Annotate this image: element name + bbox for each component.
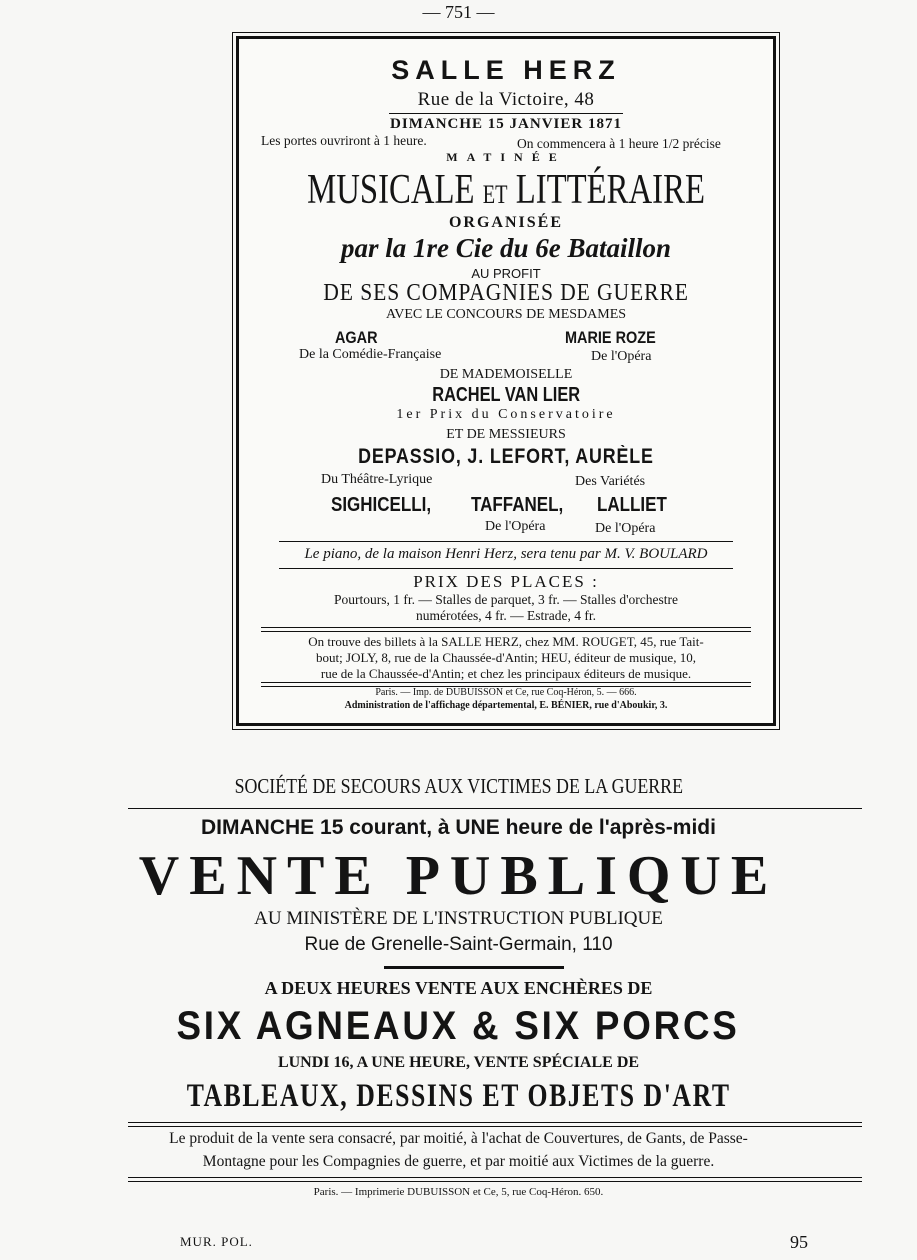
notice-animals-wrap bbox=[0, 1004, 917, 1049]
notice-society-wrap bbox=[0, 774, 917, 799]
poster-avec: AVEC LE CONCOURS DE MESDAMES bbox=[385, 307, 627, 322]
title-et: ET bbox=[482, 180, 508, 209]
performer-rachel-wrap bbox=[239, 384, 773, 407]
poster-imprint-1: Paris. — Imp. de DUBUISSON et Ce, rue Coq-Héron, 5. — 666. bbox=[375, 687, 637, 698]
title-litteraire: LITTÉRAIRE bbox=[515, 167, 705, 213]
poster-tickets-3: rue de la Chaussée-d'Antin; et chez les principaux éditeurs de musique. bbox=[320, 666, 692, 681]
men-row2-a: SIGHICELLI, bbox=[331, 494, 432, 516]
performer-agar-affil: De la Comédie-Française bbox=[299, 347, 442, 362]
vente-publique-notice bbox=[0, 760, 917, 1210]
poster-venue: SALLE HERZ bbox=[391, 55, 621, 85]
poster-tickets-2: bout; JOLY, 8, rue de la Chaussée-d'Antin; HEU, éditeur de musique, 10, bbox=[316, 650, 696, 665]
poster-beneficiary: DE SES COMPAGNIES DE GUERRE bbox=[323, 280, 689, 306]
performer-agar: AGAR bbox=[335, 328, 378, 347]
performer-marie-roze: MARIE ROZE bbox=[565, 328, 656, 347]
notice-headline: VENTE PUBLIQUE bbox=[138, 845, 779, 907]
poster-matinee: MATINÉE bbox=[446, 150, 566, 164]
men-row2-affil-c: De l'Opéra bbox=[595, 521, 656, 536]
performer-rachel-affil: 1er Prix du Conservatoire bbox=[396, 407, 616, 422]
poster-organisee: ORGANISÉE bbox=[448, 214, 564, 231]
notice-produit-1: Le produit de la vente sera consacré, par moitié, à l'achat de Couvertures, de Gants, de Passe- bbox=[169, 1130, 748, 1147]
men-row1-affil-a: Du Théâtre-Lyrique bbox=[321, 472, 433, 487]
men-row1-affil-b: Des Variétés bbox=[575, 474, 646, 489]
poster-main-title bbox=[239, 166, 773, 214]
notice-deux-heures: A DEUX HEURES VENTE AUX ENCHÈRES DE bbox=[264, 978, 653, 998]
notice-lundi: LUNDI 16, A UNE HEURE, VENTE SPÉCIALE DE bbox=[277, 1054, 640, 1071]
notice-place: AU MINISTÈRE DE L'INSTRUCTION PUBLIQUE bbox=[254, 908, 663, 929]
men-row2-affil-b: De l'Opéra bbox=[485, 519, 546, 534]
notice-headline-wrap bbox=[0, 844, 917, 908]
poster-prix-line2: numérotées, 4 fr. — Estrade, 4 fr. bbox=[416, 608, 596, 623]
page-number-bottom: 95 bbox=[790, 1232, 808, 1252]
notice-produit-2: Montagne pour les Compagnies de guerre, et par moitié aux Victimes de la guerre. bbox=[202, 1153, 715, 1170]
poster-organizer: par la 1re Cie du 6e Bataillon bbox=[340, 233, 672, 263]
poster-address: Rue de la Victoire, 48 bbox=[417, 89, 595, 110]
divider bbox=[384, 966, 564, 969]
divider bbox=[261, 627, 751, 632]
notice-when: DIMANCHE 15 courant, à UNE heure de l'après-midi bbox=[201, 816, 716, 839]
men-row2-c: LALLIET bbox=[597, 494, 667, 516]
poster-start: On commencera à 1 heure 1/2 précise bbox=[517, 136, 721, 151]
poster-piano: Le piano, de la maison Henri Herz, sera tenu par M. V. BOULARD bbox=[304, 546, 708, 562]
divider bbox=[128, 808, 862, 809]
poster-beneficiary-wrap bbox=[239, 280, 773, 307]
notice-art: TABLEAUX, DESSINS ET OBJETS D'ART bbox=[186, 1078, 731, 1114]
performer-marie-roze-affil: De l'Opéra bbox=[591, 349, 652, 364]
page-number-top: — 751 — bbox=[422, 2, 495, 22]
poster-doors: Les portes ouvriront à 1 heure. bbox=[261, 133, 427, 148]
poster-de-mademoiselle: DE MADEMOISELLE bbox=[439, 367, 573, 382]
title-musicale: MUSICALE bbox=[307, 167, 475, 213]
men-row1-wrap bbox=[239, 445, 773, 469]
divider bbox=[389, 113, 623, 114]
poster-et-messieurs: ET DE MESSIEURS bbox=[446, 427, 566, 442]
poster-imprint-2: Administration de l'affichage départemental, E. BÉNIER, rue d'Aboukir, 3. bbox=[344, 700, 668, 711]
poster-prix-line1: Pourtours, 1 fr. — Stalles de parquet, 3 fr. — Stalles d'orchestre bbox=[334, 592, 678, 607]
notice-animals: SIX AGNEAUX & SIX PORCS bbox=[176, 1004, 741, 1048]
poster-prix-heading: PRIX DES PLACES : bbox=[413, 572, 599, 591]
notice-society: SOCIÉTÉ DE SECOURS AUX VICTIMES DE LA GUERRE bbox=[234, 774, 683, 798]
notice-street: Rue de Grenelle-Saint-Germain, 110 bbox=[304, 934, 613, 955]
performer-rachel: RACHEL VAN LIER bbox=[432, 384, 580, 406]
footer-left-label: MUR. POL. bbox=[180, 1234, 253, 1249]
divider bbox=[128, 1122, 862, 1127]
poster-au-profit: AU PROFIT bbox=[471, 266, 541, 281]
salle-herz-poster bbox=[236, 36, 776, 726]
poster-tickets-1: On trouve des billets à la SALLE HERZ, chez MM. ROUGET, 45, rue Tait- bbox=[308, 634, 704, 649]
poster-date: DIMANCHE 15 JANVIER 1871 bbox=[390, 116, 622, 132]
men-row2-b: TAFFANEL, bbox=[471, 494, 564, 516]
men-row1: DEPASSIO, J. LEFORT, AURÈLE bbox=[358, 445, 654, 468]
divider bbox=[279, 568, 733, 569]
divider bbox=[279, 541, 733, 542]
divider bbox=[128, 1177, 862, 1182]
notice-art-wrap bbox=[0, 1078, 917, 1115]
notice-imprint: Paris. — Imprimerie DUBUISSON et Ce, 5, rue Coq-Héron. 650. bbox=[313, 1186, 604, 1198]
